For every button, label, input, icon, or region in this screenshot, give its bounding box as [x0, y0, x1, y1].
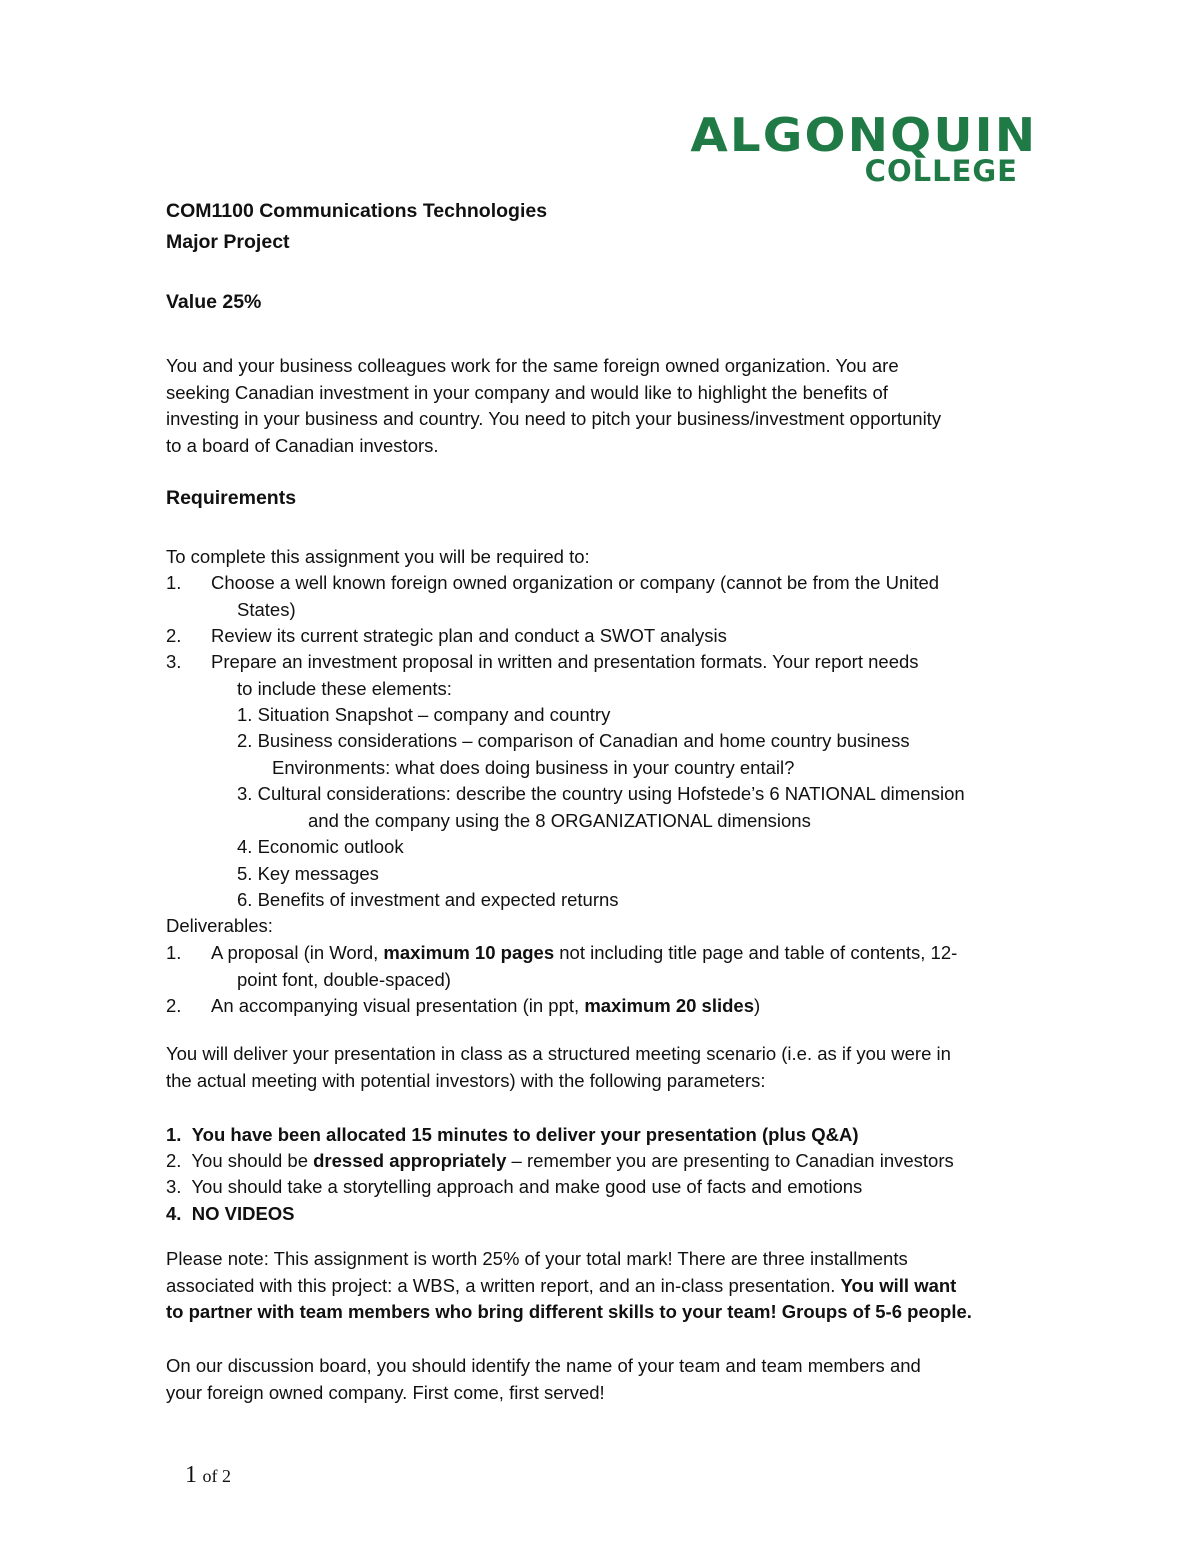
requirement-item	[211, 570, 1021, 623]
intro-line: You and your business colleagues work for the same foreign owned organization. You are	[166, 355, 899, 376]
discussion-line: your foreign owned company. First come, first served!	[166, 1381, 605, 1403]
requirement-item	[211, 623, 1021, 650]
delivery-line: the actual meeting with potential investors) with the following parameters:	[166, 1069, 766, 1091]
deliverable-number: 1.	[166, 942, 182, 963]
requirement-line: States)	[237, 598, 296, 620]
deliverable-item	[211, 993, 1021, 1020]
requirement-line: Prepare an investment proposal in written and presentation formats. Your report needs	[211, 651, 919, 672]
requirement-item	[211, 649, 1021, 702]
intro-line: to a board of Canadian investors.	[166, 434, 439, 456]
intro-line: seeking Canadian investment in your company and would like to highlight the benefits of	[166, 381, 888, 403]
logo-line-1: ALGONQUIN	[690, 108, 1038, 162]
delivery-paragraph	[166, 1041, 1026, 1094]
requirement-line: to include these elements:	[237, 677, 452, 699]
requirements-heading: Requirements	[166, 487, 297, 509]
discussion-paragraph	[166, 1353, 1026, 1406]
course-title: COM1100 Communications Technologies	[166, 200, 548, 222]
deliverable-line: A proposal (in Word, maximum 10 pages not including title page and table of contents, 12-	[211, 942, 958, 963]
report-element: 4. Economic outlook	[237, 836, 404, 857]
deliverable-line: point font, double-spaced)	[237, 968, 451, 990]
deliverable-item	[211, 940, 1021, 993]
discussion-line: On our discussion board, you should identify the name of your team and team members and	[166, 1355, 921, 1376]
parameter-item: 2. You should be dressed appropriately – remember you are presenting to Canadian investors	[166, 1150, 954, 1171]
requirements-lead: To complete this assignment you will be required to:	[166, 546, 590, 567]
requirement-number: 1.	[166, 572, 182, 593]
report-element: 6. Benefits of investment and expected returns	[237, 889, 619, 910]
report-element: 3. Cultural considerations: describe the country using Hofstede’s 6 NATIONAL dimension	[237, 783, 965, 804]
requirement-number: 2.	[166, 625, 182, 646]
note-line: associated with this project: a WBS, a written report, and an in-class presentation. You will want	[166, 1274, 957, 1296]
value-heading: Value 25%	[166, 291, 262, 313]
report-element-continuation: Environments: what does doing business in your country entail?	[272, 757, 795, 778]
requirement-number: 3.	[166, 651, 182, 672]
note-paragraph	[166, 1246, 1026, 1326]
intro-paragraph	[166, 353, 1026, 459]
report-element: 1. Situation Snapshot – company and country	[237, 704, 611, 725]
deliverable-number: 2.	[166, 995, 182, 1016]
report-element-continuation: and the company using the 8 ORGANIZATIONAL dimensions	[308, 810, 811, 831]
page-number: 1 of 2	[185, 1462, 231, 1488]
logo-line-2: COLLEGE	[864, 154, 1018, 188]
parameter-item: 1. You have been allocated 15 minutes to deliver your presentation (plus Q&A)	[166, 1124, 859, 1145]
delivery-line: You will deliver your presentation in class as a structured meeting scenario (i.e. as if you were in	[166, 1043, 951, 1064]
report-element: 5. Key messages	[237, 863, 379, 884]
algonquin-college-logo	[690, 108, 1038, 188]
report-element: 2. Business considerations – comparison of Canadian and home country business	[237, 730, 910, 751]
deliverable-line: An accompanying visual presentation (in ppt, maximum 20 slides)	[211, 995, 761, 1016]
deliverables-heading: Deliverables:	[166, 915, 273, 936]
note-line: Please note: This assignment is worth 25% of your total mark! There are three installments	[166, 1248, 908, 1269]
requirement-line: Review its current strategic plan and conduct a SWOT analysis	[211, 625, 727, 646]
parameter-item: 3. You should take a storytelling approach and make good use of facts and emotions	[166, 1176, 863, 1197]
requirement-line: Choose a well known foreign owned organization or company (cannot be from the United	[211, 572, 940, 593]
note-line: to partner with team members who bring different skills to your team! Groups of 5-6 people.	[166, 1301, 972, 1322]
document-subtitle: Major Project	[166, 231, 290, 253]
parameter-item: 4. NO VIDEOS	[166, 1203, 295, 1224]
intro-line: investing in your business and country. You need to pitch your business/investment opportunity	[166, 408, 942, 429]
